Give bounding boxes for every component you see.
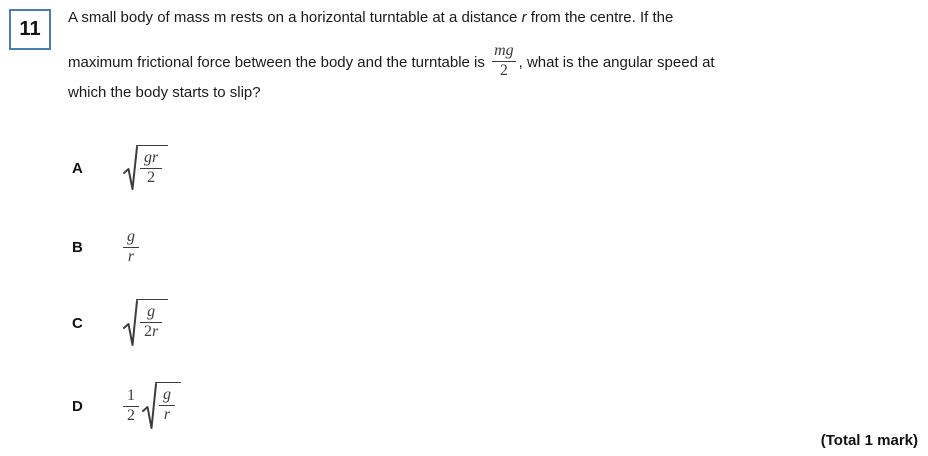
question-text-part: from the centre. If the — [526, 9, 674, 26]
fraction-denominator: 2 — [499, 61, 508, 79]
option-letter-d: D — [72, 397, 83, 415]
option-letter-c: C — [72, 314, 83, 332]
option-row-d — [72, 380, 181, 432]
option-formula-a — [123, 145, 168, 192]
question-number: 11 — [19, 18, 41, 40]
option-formula-c — [123, 299, 168, 348]
fraction-numerator: 1 — [123, 387, 139, 407]
fraction — [140, 149, 162, 188]
question-text-part: maximum frictional force between the body and the turntable is — [68, 53, 485, 71]
question-text-para2 — [68, 44, 888, 104]
variable-r: r — [521, 9, 527, 26]
radicand — [155, 382, 181, 425]
denominator-coefficient: 2 — [144, 322, 152, 340]
question-text-part: A small body of mass m rests on a horizontal turntable at a distance — [68, 9, 522, 26]
fraction-denominator: r — [127, 248, 135, 265]
radicand — [136, 299, 168, 342]
question-text-part: , what is the angular speed at — [518, 53, 715, 71]
fraction — [123, 228, 139, 267]
fraction-denominator — [140, 323, 162, 341]
fraction-denominator: 2 — [127, 407, 135, 424]
square-root — [123, 145, 168, 192]
total-mark-label: (Total 1 mark) — [820, 432, 918, 449]
fraction-numerator: mg — [492, 42, 516, 62]
fraction-mg-over-2 — [492, 42, 516, 80]
coefficient-fraction — [123, 387, 139, 426]
option-row-b — [72, 226, 139, 268]
denominator-variable: r — [152, 322, 159, 340]
fraction-denominator: r — [163, 405, 171, 423]
option-formula-d — [123, 382, 181, 431]
square-root — [142, 382, 181, 431]
question-text-part: which the body starts to slip? — [68, 83, 261, 101]
option-letter-a: A — [72, 159, 83, 177]
fraction — [159, 386, 175, 425]
fraction-denominator: 2 — [147, 168, 156, 186]
option-row-a — [72, 144, 168, 192]
fraction — [140, 303, 162, 342]
square-root — [123, 299, 168, 348]
question-number-box — [9, 9, 51, 50]
option-formula-b — [123, 228, 139, 267]
question-text-line1 — [68, 9, 673, 26]
fraction-numerator: gr — [140, 149, 162, 169]
radicand — [136, 145, 168, 188]
option-letter-b: B — [72, 238, 83, 256]
fraction-numerator: g — [140, 303, 162, 323]
option-row-c — [72, 297, 168, 349]
fraction-numerator: g — [123, 228, 139, 248]
fraction-numerator: g — [159, 386, 175, 406]
